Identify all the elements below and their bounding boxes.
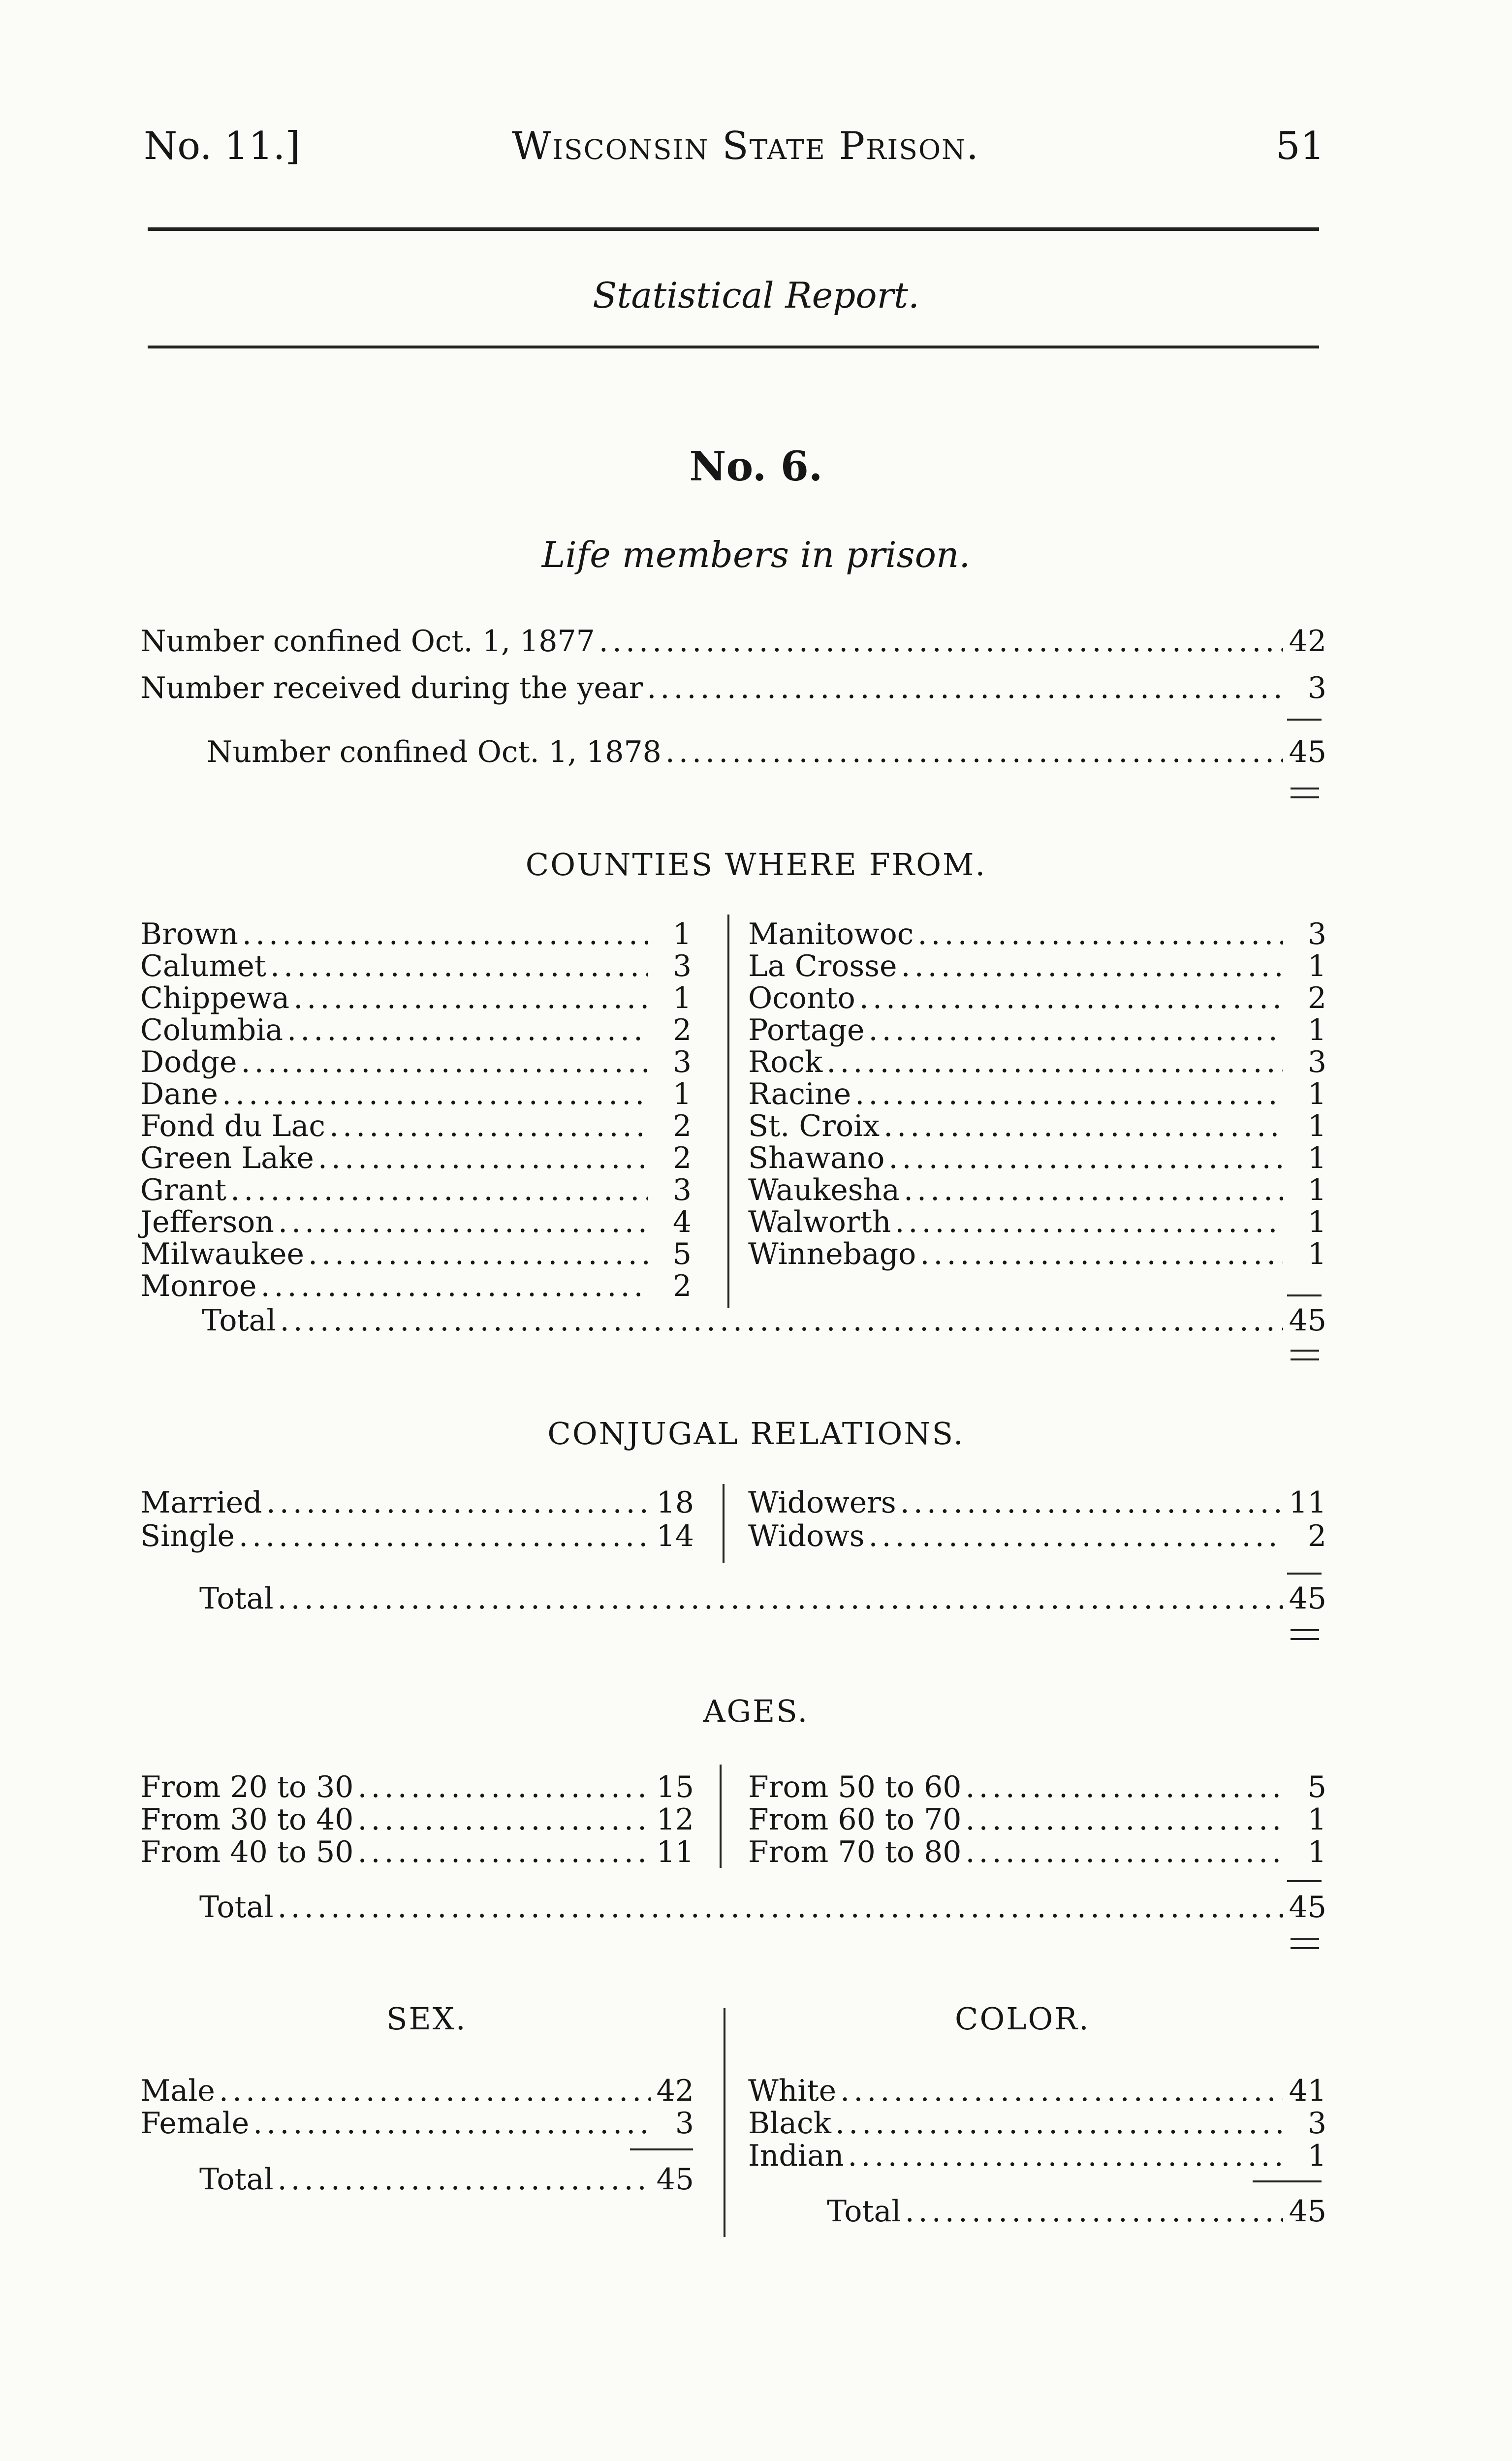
table-row bbox=[140, 1836, 694, 1868]
row-value: 3 bbox=[1307, 2106, 1326, 2141]
table-row bbox=[748, 982, 1326, 1014]
table-row bbox=[748, 1206, 1326, 1238]
row-value: 11 bbox=[656, 1835, 694, 1869]
sum-rule bbox=[1287, 719, 1322, 721]
row-value: 1 bbox=[1307, 1835, 1326, 1869]
row-value: 3 bbox=[672, 1045, 692, 1079]
row-value: 1 bbox=[1307, 1077, 1326, 1111]
row-label: From 20 to 30 bbox=[140, 1770, 354, 1804]
column-divider bbox=[724, 2008, 725, 2237]
row-value: 2 bbox=[672, 1269, 692, 1303]
row-label: Indian bbox=[748, 2139, 844, 2173]
counties-total-row bbox=[202, 1304, 1326, 1337]
table-row bbox=[748, 918, 1326, 950]
summary-row-received bbox=[140, 672, 1326, 704]
table-row bbox=[140, 1014, 692, 1046]
total-value: 45 bbox=[1289, 2194, 1326, 2229]
row-value: 42 bbox=[656, 2074, 694, 2108]
row-value: 2 bbox=[672, 1109, 692, 1143]
row-label: La Crosse bbox=[748, 949, 897, 983]
total-value: 45 bbox=[1289, 1581, 1326, 1616]
header-rule bbox=[148, 227, 1319, 231]
row-label: Green Lake bbox=[140, 1141, 314, 1175]
table-subtitle: Life members in prison. bbox=[541, 534, 971, 575]
sum-rule bbox=[1287, 1573, 1322, 1575]
table-row bbox=[748, 1836, 1326, 1868]
row-value: 3 bbox=[675, 2106, 694, 2141]
row-value: 1 bbox=[672, 981, 692, 1015]
summary-value: 45 bbox=[1289, 735, 1326, 769]
row-label: Black bbox=[748, 2106, 832, 2141]
row-value: 1 bbox=[1307, 1013, 1326, 1047]
row-value: 3 bbox=[1307, 917, 1326, 951]
table-row bbox=[748, 2107, 1326, 2140]
table-number: No. 6. bbox=[689, 443, 823, 490]
table-row bbox=[748, 1174, 1326, 1206]
row-value: 18 bbox=[656, 1485, 694, 1520]
row-label: Portage bbox=[748, 1013, 865, 1047]
table-row bbox=[140, 2075, 694, 2107]
row-value: 2 bbox=[1307, 1519, 1326, 1553]
color-total-row bbox=[827, 2195, 1326, 2228]
row-value: 1 bbox=[1307, 949, 1326, 983]
row-label: Widows bbox=[748, 1519, 865, 1553]
summary-value: 42 bbox=[1289, 624, 1326, 659]
row-value: 5 bbox=[1307, 1770, 1326, 1804]
table-row bbox=[748, 1486, 1326, 1519]
row-value: 2 bbox=[1307, 981, 1326, 1015]
row-label: Jefferson bbox=[140, 1205, 274, 1239]
row-value: 5 bbox=[672, 1237, 692, 1271]
page-header-left: No. 11.] bbox=[144, 124, 300, 168]
conjugal-total-row bbox=[199, 1582, 1326, 1615]
table-row bbox=[748, 2140, 1326, 2172]
sum-rule bbox=[1287, 1294, 1322, 1296]
conjugal-heading: CONJUGAL RELATIONS. bbox=[547, 1416, 965, 1451]
table-row bbox=[140, 1771, 694, 1803]
table-row bbox=[140, 1486, 694, 1519]
table-row bbox=[140, 918, 692, 950]
total-double-rule bbox=[1291, 788, 1319, 798]
total-value: 45 bbox=[656, 2162, 694, 2197]
table-row bbox=[748, 1014, 1326, 1046]
row-label: St. Croix bbox=[748, 1109, 880, 1143]
row-value: 1 bbox=[1307, 1205, 1326, 1239]
row-label: From 30 to 40 bbox=[140, 1802, 354, 1837]
row-label: Oconto bbox=[748, 981, 855, 1015]
table-row bbox=[140, 1142, 692, 1174]
total-double-rule bbox=[1291, 1350, 1319, 1360]
row-label: From 60 to 70 bbox=[748, 1802, 962, 1837]
table-row bbox=[748, 1046, 1326, 1078]
total-label: Total bbox=[199, 1890, 274, 1925]
table-row bbox=[748, 1803, 1326, 1836]
table-row bbox=[140, 1270, 692, 1302]
row-label: Milwaukee bbox=[140, 1237, 304, 1271]
table-row bbox=[748, 1142, 1326, 1174]
table-row bbox=[748, 1771, 1326, 1803]
total-double-rule bbox=[1291, 1938, 1319, 1949]
row-label: Fond du Lac bbox=[140, 1109, 325, 1143]
page-number: 51 bbox=[1276, 124, 1325, 168]
row-label: Dane bbox=[140, 1077, 219, 1111]
column-divider bbox=[720, 1765, 722, 1868]
column-divider bbox=[727, 915, 729, 1308]
row-label: Walworth bbox=[748, 1205, 891, 1239]
table-row bbox=[140, 950, 692, 982]
table-row bbox=[140, 1078, 692, 1110]
row-label: Columbia bbox=[140, 1013, 284, 1047]
row-label: Monroe bbox=[140, 1269, 257, 1303]
row-value: 3 bbox=[1307, 1045, 1326, 1079]
table-row bbox=[748, 950, 1326, 982]
row-label: Rock bbox=[748, 1045, 823, 1079]
table-row bbox=[140, 1174, 692, 1206]
summary-row-confined-1878 bbox=[207, 736, 1326, 768]
table-row bbox=[140, 1238, 692, 1270]
row-value: 1 bbox=[1307, 1802, 1326, 1837]
table-row bbox=[140, 1046, 692, 1078]
table-row bbox=[140, 1110, 692, 1142]
table-row bbox=[140, 1520, 694, 1552]
summary-row-confined-1877 bbox=[140, 625, 1326, 658]
total-label: Total bbox=[199, 1581, 274, 1616]
row-label: Grant bbox=[140, 1173, 227, 1207]
sex-heading: SEX. bbox=[386, 2001, 467, 2037]
ages-heading: AGES. bbox=[703, 1693, 809, 1729]
row-value: 1 bbox=[1307, 1237, 1326, 1271]
summary-label: Number received during the year bbox=[140, 671, 643, 705]
row-label: Male bbox=[140, 2074, 215, 2108]
sex-total-row bbox=[199, 2163, 694, 2196]
row-value: 1 bbox=[1307, 2139, 1326, 2173]
table-row bbox=[140, 2107, 694, 2140]
total-label: Total bbox=[827, 2194, 901, 2229]
row-label: Married bbox=[140, 1485, 262, 1520]
section-rule bbox=[148, 346, 1319, 348]
table-row bbox=[140, 982, 692, 1014]
row-label: Chippewa bbox=[140, 981, 290, 1015]
sum-rule bbox=[630, 2148, 693, 2150]
section-title: Statistical Report. bbox=[593, 275, 919, 316]
summary-value: 3 bbox=[1307, 671, 1326, 705]
total-value: 45 bbox=[1289, 1890, 1326, 1925]
total-label: Total bbox=[199, 2162, 274, 2197]
row-value: 2 bbox=[672, 1141, 692, 1175]
row-value: 1 bbox=[1307, 1173, 1326, 1207]
counties-heading: COUNTIES WHERE FROM. bbox=[525, 847, 987, 883]
color-heading: COLOR. bbox=[955, 2001, 1090, 2037]
row-value: 15 bbox=[656, 1770, 694, 1804]
summary-label: Number confined Oct. 1, 1878 bbox=[207, 735, 662, 769]
row-value: 11 bbox=[1289, 1485, 1326, 1520]
row-label: From 50 to 60 bbox=[748, 1770, 962, 1804]
row-label: Winnebago bbox=[748, 1237, 916, 1271]
row-label: Dodge bbox=[140, 1045, 237, 1079]
table-row bbox=[748, 1078, 1326, 1110]
row-label: Brown bbox=[140, 917, 238, 951]
row-label: Manitowoc bbox=[748, 917, 914, 951]
row-value: 1 bbox=[1307, 1109, 1326, 1143]
total-double-rule bbox=[1291, 1629, 1319, 1640]
row-label: Calumet bbox=[140, 949, 267, 983]
row-label: White bbox=[748, 2074, 837, 2108]
row-label: Female bbox=[140, 2106, 250, 2141]
row-value: 1 bbox=[1307, 1141, 1326, 1175]
row-value: 12 bbox=[656, 1802, 694, 1837]
table-row bbox=[140, 1206, 692, 1238]
row-label: From 40 to 50 bbox=[140, 1835, 354, 1869]
row-label: From 70 to 80 bbox=[748, 1835, 962, 1869]
table-row bbox=[748, 1110, 1326, 1142]
summary-label: Number confined Oct. 1, 1877 bbox=[140, 624, 595, 659]
row-value: 1 bbox=[672, 917, 692, 951]
table-row bbox=[748, 2075, 1326, 2107]
row-value: 3 bbox=[672, 949, 692, 983]
row-label: Widowers bbox=[748, 1485, 896, 1520]
sum-rule bbox=[1287, 1880, 1322, 1882]
row-value: 41 bbox=[1289, 2074, 1326, 2108]
row-value: 2 bbox=[672, 1013, 692, 1047]
table-row bbox=[140, 1803, 694, 1836]
column-divider bbox=[723, 1484, 724, 1563]
row-label: Single bbox=[140, 1519, 235, 1553]
page-header-title: Wisconsin State Prison. bbox=[512, 124, 979, 168]
total-label: Total bbox=[202, 1303, 276, 1338]
row-value: 3 bbox=[672, 1173, 692, 1207]
row-label: Racine bbox=[748, 1077, 851, 1111]
row-value: 14 bbox=[656, 1519, 694, 1553]
table-row bbox=[748, 1238, 1326, 1270]
row-value: 4 bbox=[672, 1205, 692, 1239]
table-row bbox=[748, 1520, 1326, 1552]
sum-rule bbox=[1253, 2180, 1322, 2182]
total-value: 45 bbox=[1289, 1303, 1326, 1338]
row-label: Waukesha bbox=[748, 1173, 900, 1207]
row-label: Shawano bbox=[748, 1141, 885, 1175]
row-value: 1 bbox=[672, 1077, 692, 1111]
ages-total-row bbox=[199, 1891, 1326, 1924]
